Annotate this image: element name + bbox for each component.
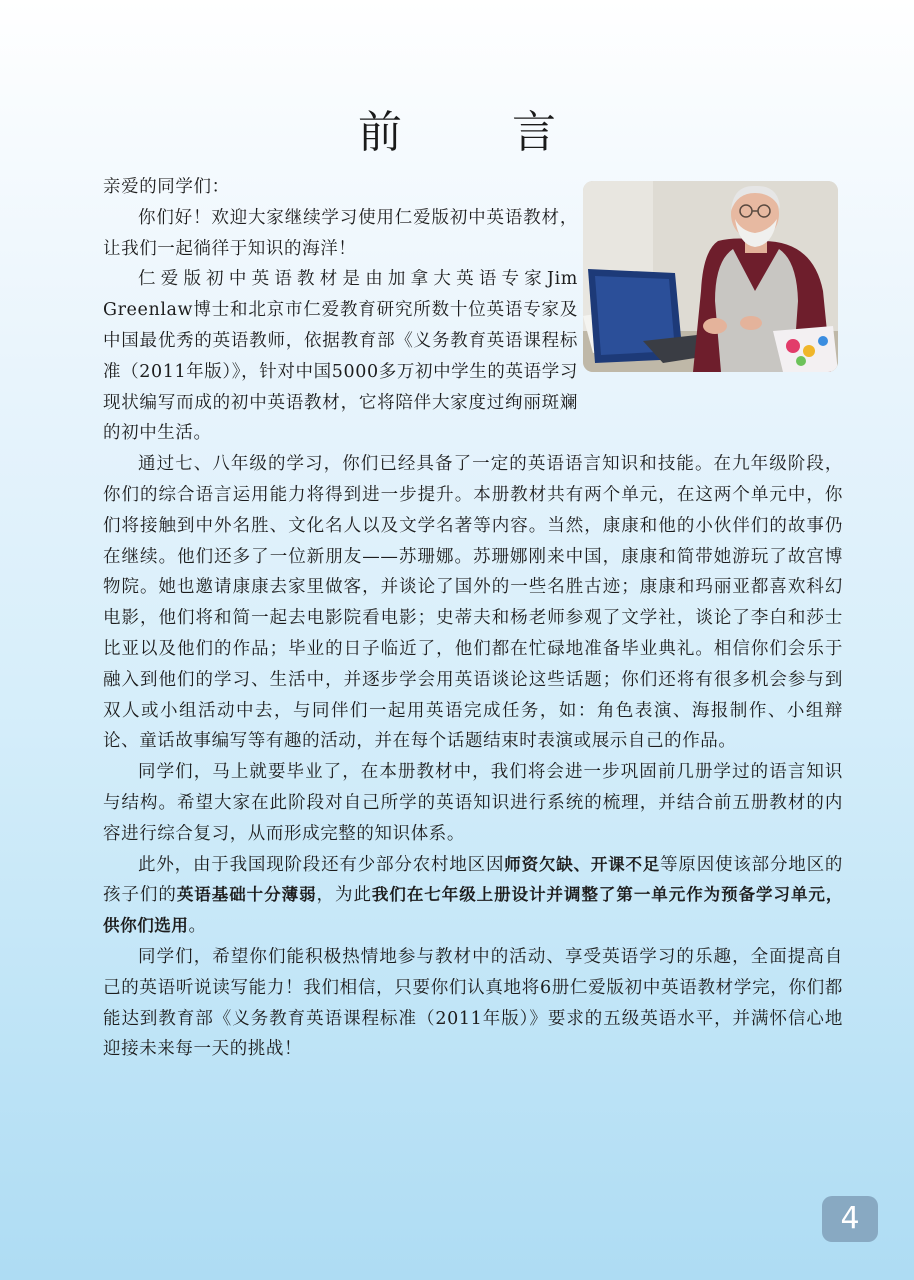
paragraph-preparatory: [103, 850, 843, 942]
prep-bold-1: 师资欠缺、开课不足: [504, 854, 661, 874]
prep-text-1: 此外，由于我国现阶段还有少部分农村地区因: [138, 854, 505, 875]
paragraph-review: 同学们，马上就要毕业了，在本册教材中，我们将会进一步巩固前几册学过的语言知识与结构。希望大家在此阶段对自己所学的英语知识进行系统的梳理，并结合前五册教材的内容进行综合复习，从而形成完整的知识体系。: [103, 762, 843, 844]
paragraph-closing: 同学们，希望你们能积极热情地参与教材中的活动、享受英语学习的乐趣，全面提高自己的英语听说读写能力！我们相信，只要你们认真地将6册仁爱版初中英语教材学完，你们都能达到教育部《义务教育英语课程标准（2011年版）》要求的五级英语水平，并满怀信心地迎接未来每一天的挑战！: [103, 946, 843, 1060]
prep-text-4: 。: [188, 916, 207, 937]
preface-body: [103, 172, 843, 1065]
page-title: 前 言: [358, 107, 604, 159]
page-number-badge: 4: [822, 1196, 878, 1242]
greeting: 亲爱的同学们：: [103, 177, 230, 197]
prep-text-2: 等原因使该部分地区的孩子们的: [103, 854, 844, 906]
prep-bold-2: 英语基础十分薄弱: [176, 885, 317, 905]
paragraph-grade9: 通过七、八年级的学习，你们已经具备了一定的英语语言知识和技能。在九年级阶段，你们的综合语言运用能力将得到进一步提升。本册教材共有两个单元，在这两个单元中，你们将接触到中外名胜、文化名人以及文学名著等内容。当然，康康和他的小伙伴们的故事仍在继续。他们还多了一位新朋友——苏珊娜。苏珊娜刚来中国，康康和简带她游玩了故宫博物院。她也邀请康康去家里做客，并谈论了国外的一些名胜古迹；康康和玛丽亚都喜欢科幻电影，他们将和简一起去电影院看电影；史蒂夫和杨老师参观了文学社，谈论了李白和莎士比亚以及他们的作品；毕业的日子临近了，他们都在忙碌地准备毕业典礼。相信你们会乐于融入到他们的学习、生活中，并逐步学会用英语谈论这些话题；你们还将有很多机会参与到双人或小组活动中去，与同伴们一起用英语完成任务，如：角色表演、海报制作、小组辩论、童话故事编写等有趣的活动，并在每个话题结束时表演或展示自己的作品。: [103, 454, 843, 752]
prep-bold-3: 我们在七年级上册设计并调整了第一单元作为预备学习单元，供你们选用: [103, 885, 843, 936]
paragraph-welcome: 你们好！欢迎大家继续学习使用仁爱版初中英语教材，让我们一起徜徉于知识的海洋！: [103, 207, 578, 259]
paragraph-intro: [103, 264, 843, 449]
paragraph-intro-text: 仁爱版初中英语教材是由加拿大英语专家Jim Greenlaw博士和北京市仁爱教育研究所数十位英语专家及中国最优秀的英语教师，依据教育部《义务教育英语课程标准（2011年版）》，针对中国5000多万初中学生的英语学习现状编写而成的初中英语教材，它将陪伴大家度过绚丽斑斓的初中生活。: [103, 269, 578, 444]
prep-text-3: ，为此: [316, 885, 372, 906]
